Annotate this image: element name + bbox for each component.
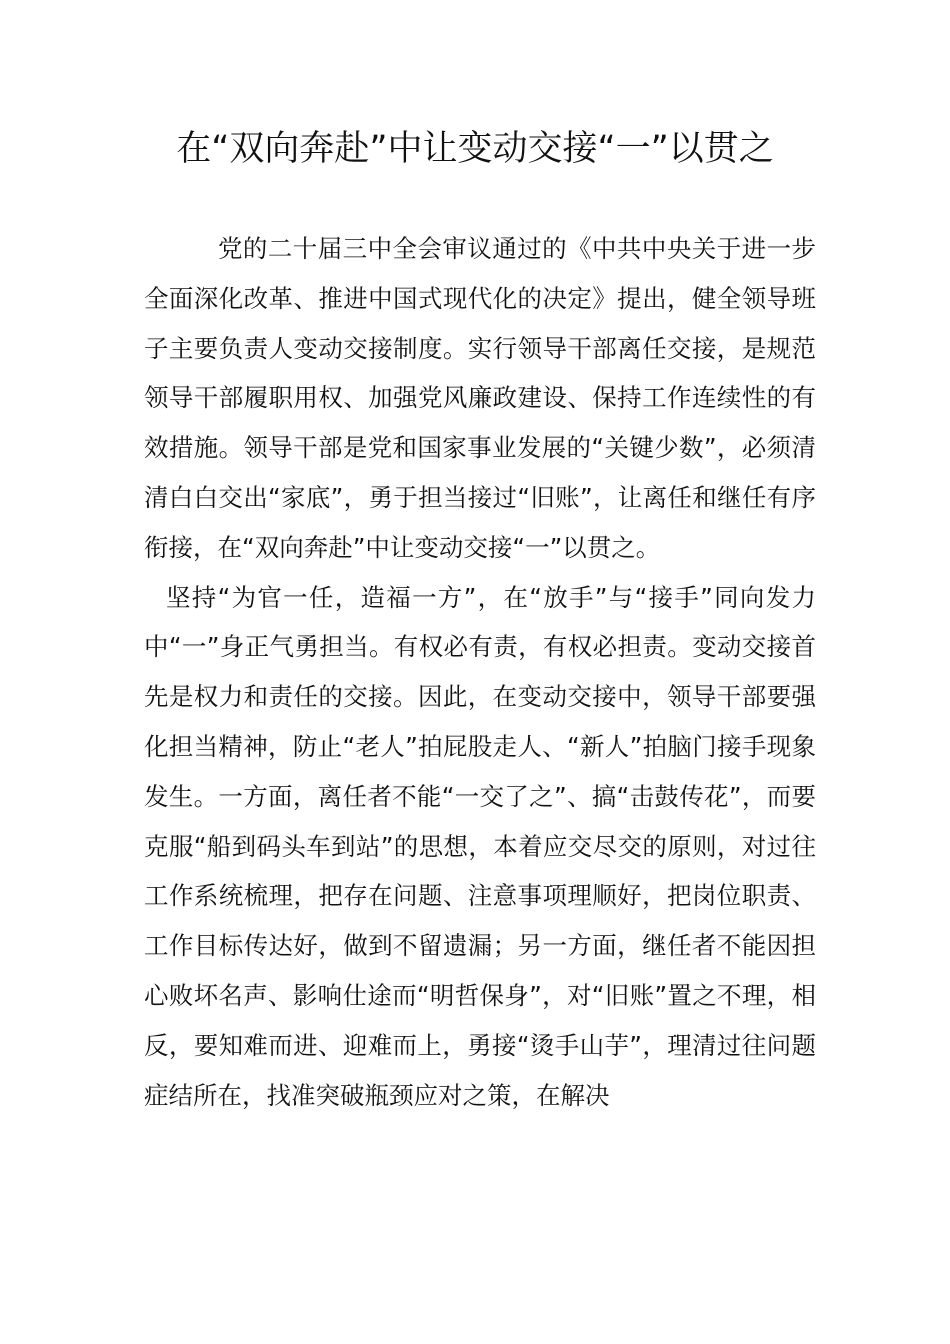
paragraph-1: 党的二十届三中全会审议通过的《中共中央关于进一步全面深化改革、推进中国式现代化的决定》提出，健全领导班子主要负责人变动交接制度。实行领导干部离任交接，是规范领导干部履职用权、加强党风廉政建设、保持工作连续性的有效措施。领导干部是党和国家事业发展的“关键少数”，必须清清白白交出“家底”，勇于担当接过“旧账”，让离任和继任有序衔接，在“双向奔赴”中让变动交接“一”以贯之。 — [144, 234, 816, 562]
document-body — [144, 224, 816, 1120]
document-title: 在“双向奔赴”中让变动交接“一”以贯之 — [176, 129, 774, 169]
paragraph-2: 坚持“为官一任，造福一方”，在“放手”与“接手”同向发力中“一”身正气勇担当。有权必有责，有权必担责。变动交接首先是权力和责任的交接。因此，在变动交接中，领导干部要强化担当精神，防止“老人”拍屁股走人、“新人”拍脑门接手现象发生。一方面，离任者不能“一交了之”、搞“击鼓传花”，而要克服“船到码头车到站”的思想，本着应交尽交的原则，对过往工作系统梳理，把存在问题、注意事项理顺好，把岗位职责、工作目标传达好，做到不留遗漏；另一方面，继任者不能因担心败坏名声、影响仕途而“明哲保身”，对“旧账”置之不理，相反，要知难而进、迎难而上，勇接“烫手山芋”，理清过往问题症结所在，找准突破瓶颈应对之策，在解决 — [144, 582, 816, 1110]
